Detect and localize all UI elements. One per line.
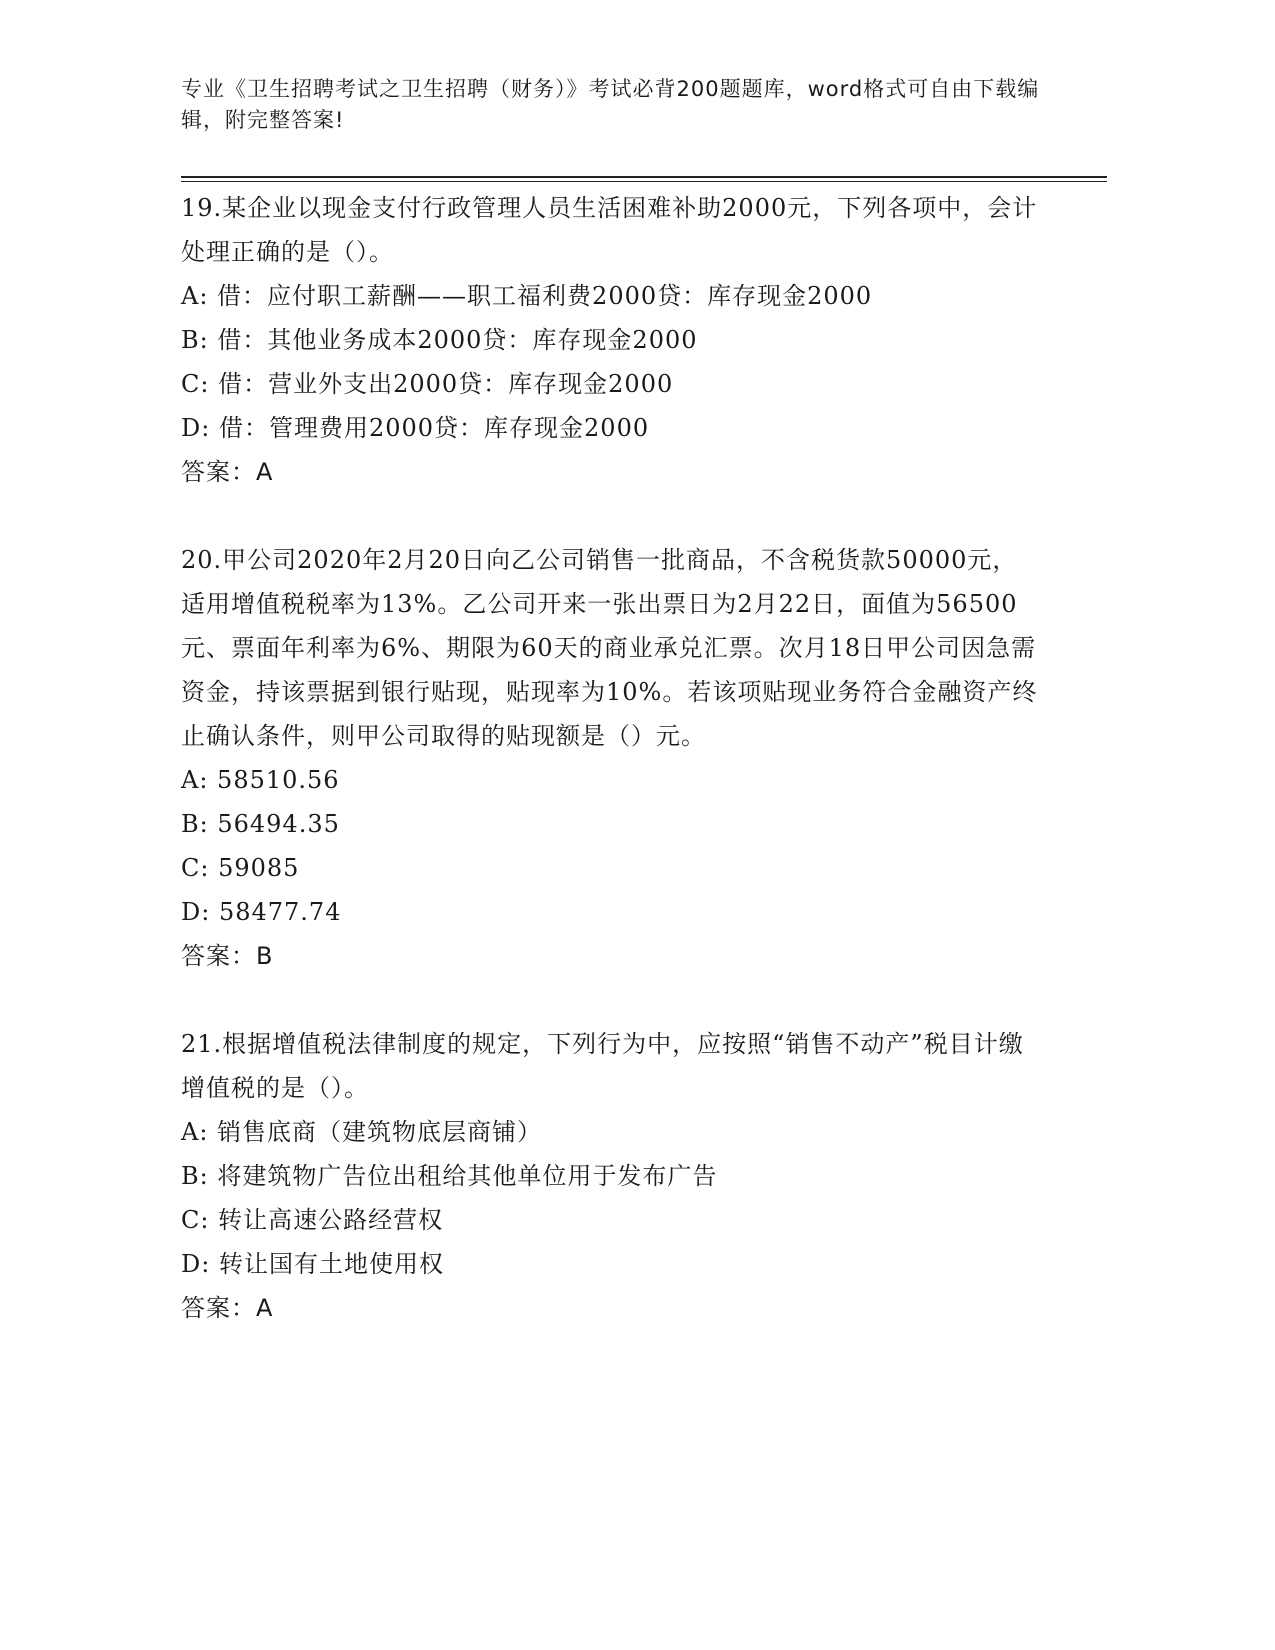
- question-list: [181, 186, 1061, 1330]
- option-c: C: 转让高速公路经营权: [181, 1206, 444, 1234]
- option-c: C: 借：营业外支出2000贷：库存现金2000: [181, 370, 674, 398]
- option-a: A: 销售底商（建筑物底层商铺）: [181, 1118, 543, 1146]
- option-a: A: 58510.56: [181, 766, 340, 794]
- option-d: D: 58477.74: [181, 898, 342, 926]
- header-divider-thick: [181, 176, 1107, 178]
- option-c: C: 59085: [181, 854, 300, 882]
- option-a: A: 借：应付职工薪酬——职工福利费2000贷：库存现金2000: [181, 282, 873, 310]
- option-b: B: 56494.35: [181, 810, 340, 838]
- question-stem: 21.根据增值税法律制度的规定，下列行为中，应按照“销售不动产”税目计缴增值税的是（）。: [181, 1030, 1024, 1102]
- question-21: [181, 1022, 1061, 1330]
- option-d: D: 借：管理费用2000贷：库存现金2000: [181, 414, 650, 442]
- option-d: D: 转让国有土地使用权: [181, 1250, 444, 1278]
- option-b: B: 将建筑物广告位出租给其他单位用于发布广告: [181, 1162, 718, 1190]
- question-19: [181, 186, 1061, 494]
- answer: 答案：A: [181, 458, 274, 486]
- answer: 答案：A: [181, 1294, 274, 1322]
- header-divider-thin: [181, 181, 1107, 182]
- answer: 答案：B: [181, 942, 274, 970]
- option-b: B: 借：其他业务成本2000贷：库存现金2000: [181, 326, 698, 354]
- question-stem: 20.甲公司2020年2月20日向乙公司销售一批商品，不含税货款50000元，适用增值税税率为13%。乙公司开来一张出票日为2月22日，面值为56500元、票面年利率为6%、期限为60天的商业承兑汇票。次月18日甲公司因急需资金，持该票据到银行贴现，贴现率为10%。若该项贴现业务符合金融资产终止确认条件，则甲公司取得的贴现额是（）元。: [181, 546, 1038, 750]
- document-header: 专业《卫生招聘考试之卫生招聘（财务）》考试必背200题题库，word格式可自由下载编辑，附完整答案!: [181, 77, 1040, 132]
- question-stem: 19.某企业以现金支付行政管理人员生活困难补助2000元，下列各项中，会计处理正确的是（）。: [181, 194, 1038, 266]
- question-20: [181, 538, 1061, 978]
